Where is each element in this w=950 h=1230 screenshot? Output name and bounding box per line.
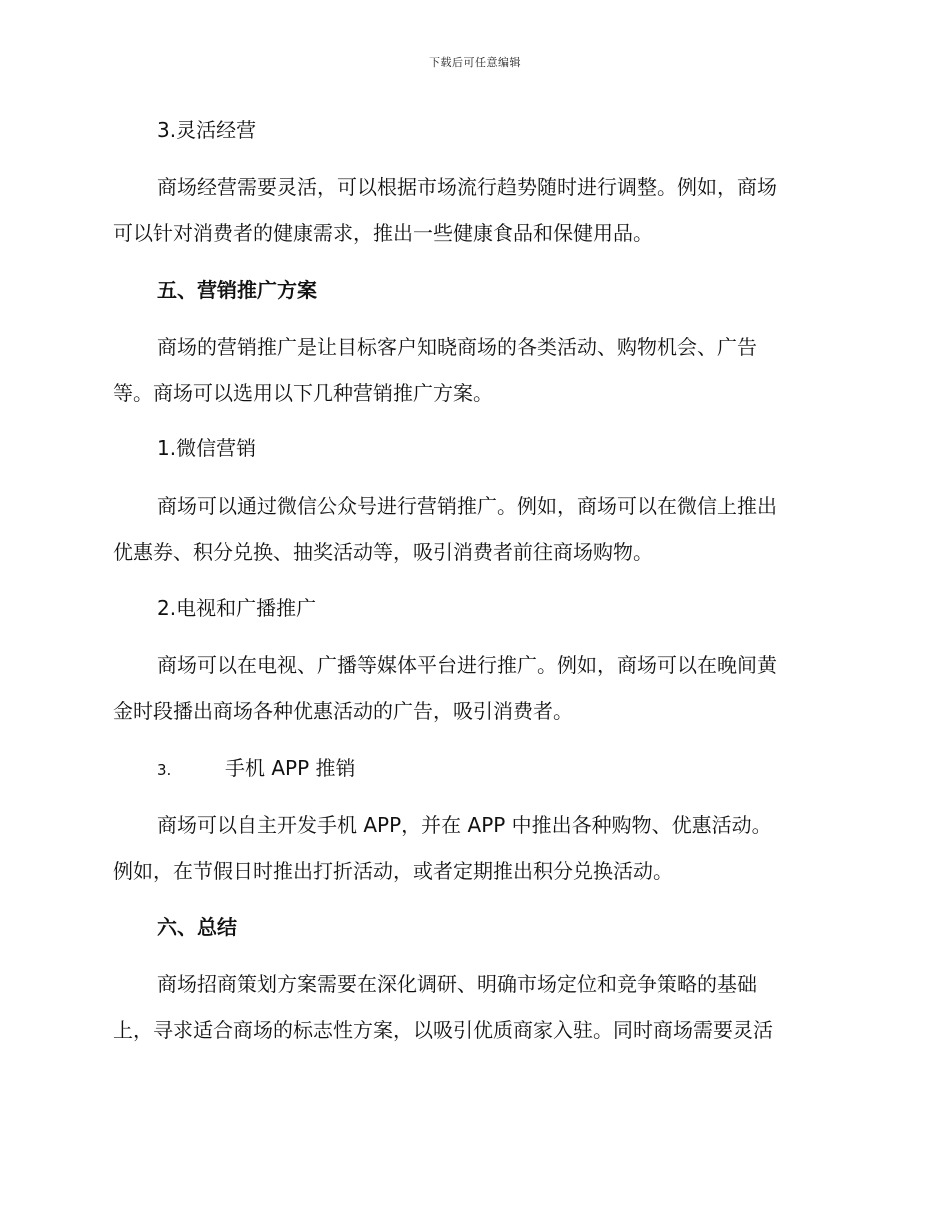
section-heading-summary: 六、总结 bbox=[157, 915, 237, 939]
paragraph-line: 金时段播出商场各种优惠活动的广告，吸引消费者。 bbox=[113, 699, 573, 723]
paragraph-line: 可以针对消费者的健康需求，推出一些健康食品和保健用品。 bbox=[113, 221, 653, 245]
paragraph-line: 商场可以通过微信公众号进行营销推广。例如，商场可以在微信上推出 bbox=[157, 494, 777, 518]
page-header-note: 下载后可任意编辑 bbox=[429, 56, 521, 69]
subheading-text: 手机 APP 推销 bbox=[225, 756, 356, 780]
paragraph-line: 商场招商策划方案需要在深化调研、明确市场定位和竞争策略的基础 bbox=[157, 972, 757, 996]
subheading-flexible-operation: 3.灵活经营 bbox=[157, 118, 257, 142]
paragraph-line: 商场经营需要灵活，可以根据市场流行趋势随时进行调整。例如，商场 bbox=[157, 175, 777, 199]
paragraph-line: 商场可以在电视、广播等媒体平台进行推广。例如，商场可以在晚间黄 bbox=[157, 653, 777, 677]
paragraph-line: 上，寻求适合商场的标志性方案，以吸引优质商家入驻。同时商场需要灵活 bbox=[113, 1018, 773, 1042]
paragraph-line: 商场的营销推广是让目标客户知晓商场的各类活动、购物机会、广告 bbox=[157, 335, 757, 359]
paragraph-line: 优惠券、积分兑换、抽奖活动等，吸引消费者前往商场购物。 bbox=[113, 540, 653, 564]
subheading-mobile-app bbox=[157, 754, 356, 784]
paragraph-line: 等。商场可以选用以下几种营销推广方案。 bbox=[113, 381, 493, 405]
subheading-wechat-marketing: 1.微信营销 bbox=[157, 436, 257, 460]
paragraph-line: 例如，在节假日时推出打折活动，或者定期推出积分兑换活动。 bbox=[113, 859, 673, 883]
section-heading-marketing: 五、营销推广方案 bbox=[157, 278, 317, 302]
subheading-tv-radio: 2.电视和广播推广 bbox=[157, 596, 317, 620]
list-number: 3. bbox=[157, 761, 172, 779]
paragraph-line: 商场可以自主开发手机 APP，并在 APP 中推出各种购物、优惠活动。 bbox=[157, 813, 772, 837]
